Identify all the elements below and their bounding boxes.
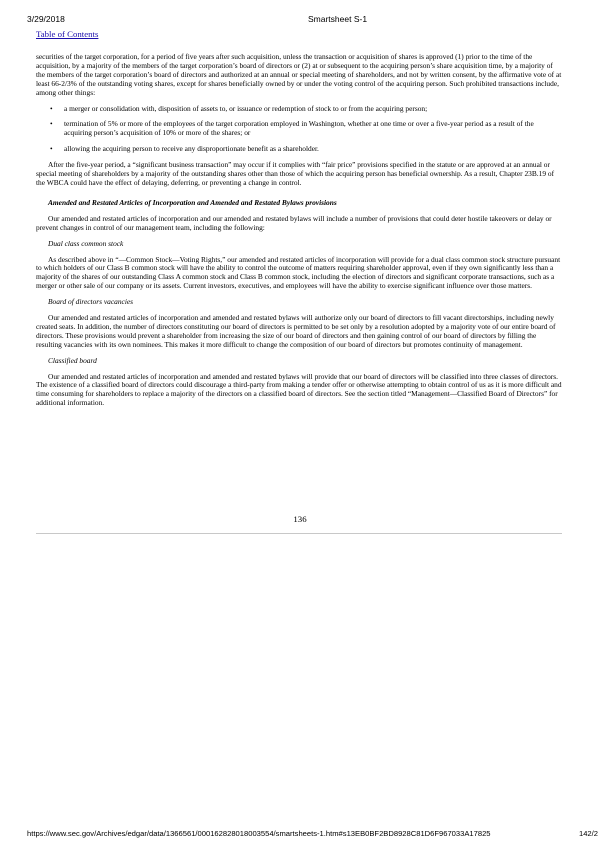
list-item: [36, 105, 562, 114]
subheading-vacancies: Board of directors vacancies: [48, 297, 134, 307]
bullet-icon: •: [50, 119, 53, 129]
transaction-list: [36, 105, 562, 155]
paragraph-provisions: Our amended and restated articles of incorporation and our amended and restated bylaws will include a number of provisions that could deter hostile takeovers or delay or prevent changes in control of our management team, including the following:: [36, 213, 552, 232]
document-body: [36, 53, 562, 415]
page-divider: [36, 533, 562, 534]
list-item-text: a merger or consolidation with, disposition of assets to, or issuance or redemption of stock to or from the acquiring person;: [64, 103, 428, 113]
list-item-text: termination of 5% or more of the employees of the target corporation employed in Washington, whether at one time or over a five-year period as a result of the acquiring person’s acquisition of 10% or more of the shares; or: [64, 119, 534, 138]
header-title: Smartsheet S-1: [308, 14, 368, 24]
footer-page-count: 142/2: [578, 829, 598, 838]
paragraph-vacancies: Our amended and restated articles of incorporation and amended and restated bylaws will authorize only our board of directors to fill vacant directorships, including newly created seats. In addition, the number of directors constituting our board of directors is permitted to be set only by a resolution adopted by a majority vote of our entire board of directors. These provisions would prevent a shareholder from increasing the size of our board of directors and then gaining control of our board of directors by filling the resulting vacancies with its own nominees. This makes it more difficult to change the composition of our board of directors but promotes continuity of management.: [36, 313, 556, 349]
section-heading: Amended and Restated Articles of Incorporation and Amended and Restated Bylaws provisions: [48, 197, 337, 207]
bullet-icon: •: [50, 103, 53, 113]
header-date: 3/29/2018: [27, 14, 65, 24]
paragraph-classified-board: Our amended and restated articles of incorporation and amended and restated bylaws will provide that our board of directors will be classified into three classes of directors. The existence of a classified board of directors could discourage a third-party from making a tender offer or otherwise attempting to obtain control of us as it is more difficult and time consuming for shareholders to replace a majority of the directors on a classified board of directors. See the section titled “Management—Classified Board of Directors” for additional information.: [36, 371, 562, 408]
subheading-dual-class: Dual class common stock: [48, 238, 124, 248]
list-item: [36, 120, 562, 138]
footer-url: https://www.sec.gov/Archives/edgar/data/1366561/000162828018003554/smartsheets-1.htm#s13EB0BF2BD8928C81D6F967033A17825: [27, 829, 491, 838]
bullet-icon: •: [50, 144, 53, 154]
subheading-classified-board: Classified board: [48, 355, 97, 365]
page-number: 136: [293, 514, 307, 524]
list-item-text: allowing the acquiring person to receive any disproportionate benefit as a shareholder.: [64, 144, 319, 154]
table-of-contents-link[interactable]: Table of Contents: [36, 29, 99, 39]
paragraph-dual-class: As described above in “—Common Stock—Voting Rights,” our amended and restated articles of incorporation will provide for a dual class common stock structure pursuant to which holders of our Class B common stock will have the ability to control the outcome of matters requiring shareholder approval, even if they own significantly less than a majority of the shares of our outstanding Class A common stock and Class B common stock, including the election of directors and significant corporate transactions, such as a merger or other sale of our company or its assets. Current investors, executives, and employees will have the ability to exercise significant influence over those matters.: [36, 254, 561, 291]
list-item: [36, 145, 562, 154]
paragraph-intro: securities of the target corporation, for a period of five years after such acquisition, unless the transaction or acquisition of shares is approved (1) prior to the time of the acquisition, by a majority of the members of the target corporation’s board of directors or (2) at or subsequent to the acquiring person’s share acquisition time, by a majority of the members of the target corporation’s board of directors and authorized at an annual or special meeting of shareholders, and not by written consent, by the affirmative vote of at least 66-2/3% of the outstanding voting shares, except for shares beneficially owned by or under the voting control of the acquiring person. Such prohibited transactions include, among other things:: [36, 52, 562, 97]
paragraph-five-year: After the five-year period, a “significant business transaction” may occur if it complies with “fair price” provisions specified in the statute or are approved at an annual or special meeting of shareholders by a majority of the outstanding shares other than those of which the acquiring person has beneficial ownership. As a result, Chapter 23B.19 of the WBCA could have the effect of delaying, deferring, or preventing a change in control.: [36, 160, 555, 187]
